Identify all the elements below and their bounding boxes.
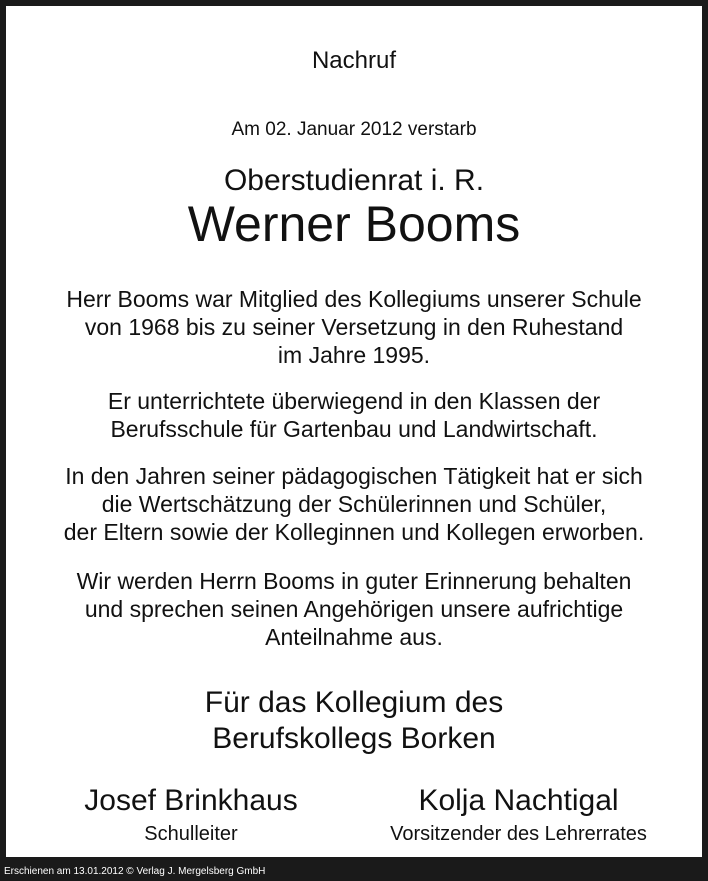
signatory-role: Schulleiter <box>144 823 238 845</box>
signatory-role: Vorsitzender des Lehrerrates <box>390 823 647 845</box>
notice-heading: Nachruf <box>311 47 397 74</box>
paragraph-condolence <box>6 567 702 651</box>
organization-block <box>6 685 702 757</box>
paragraph-membership <box>6 285 702 369</box>
deceased-rank: Oberstudienrat i. R. <box>223 164 485 197</box>
paragraph-line: Wir werden Herrn Booms in guter Erinnerung behalten <box>76 568 632 594</box>
paragraph-teaching <box>6 387 702 443</box>
signatory-name: Josef Brinkhaus <box>84 784 298 817</box>
publication-credit: Erschienen am 13.01.2012 © Verlag J. Mergelsberg GmbH <box>4 866 266 877</box>
deceased-name: Werner Booms <box>187 196 521 252</box>
paragraph-line: Anteilnahme aus. <box>265 624 443 650</box>
signatory-name: Kolja Nachtigal <box>418 784 619 817</box>
signatory-council-chair <box>361 783 676 847</box>
paragraph-line: die Wertschätzung der Schülerinnen und Schüler, <box>101 491 607 517</box>
organization-line: Berufskollegs Borken <box>212 722 496 755</box>
death-date-line: Am 02. Januar 2012 verstarb <box>231 119 477 140</box>
paragraph-line: im Jahre 1995. <box>277 342 431 368</box>
organization-line: Für das Kollegium des <box>204 686 504 719</box>
paragraph-line: von 1968 bis zu seiner Versetzung in den Ruhestand <box>84 314 624 340</box>
paragraph-line: und sprechen seinen Angehörigen unsere aufrichtige <box>84 596 624 622</box>
paragraph-line: Herr Booms war Mitglied des Kollegiums unserer Schule <box>66 286 642 312</box>
paragraph-line: Er unterrichtete überwiegend in den Klassen der <box>107 388 601 414</box>
paragraph-appreciation <box>6 462 702 546</box>
obituary-notice <box>6 6 702 857</box>
paragraph-line: der Eltern sowie der Kolleginnen und Kollegen erworben. <box>63 519 645 545</box>
paragraph-line: In den Jahren seiner pädagogischen Tätigkeit hat er sich <box>65 463 643 489</box>
paragraph-line: Berufsschule für Gartenbau und Landwirtschaft. <box>110 416 598 442</box>
signatory-principal <box>46 783 336 847</box>
